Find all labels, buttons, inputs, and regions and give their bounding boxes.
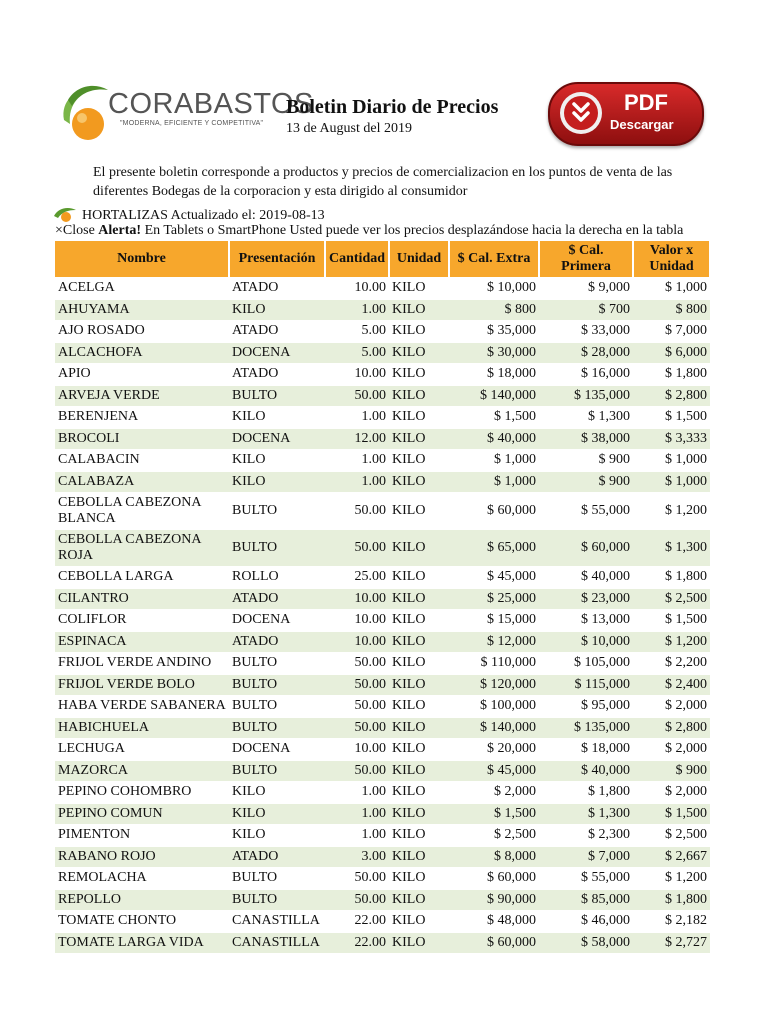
cell-valor-unidad: $ 2,200 bbox=[633, 653, 710, 675]
cell-cal-extra: $ 90,000 bbox=[449, 889, 539, 911]
cell-unidad: KILO bbox=[389, 428, 449, 450]
cell-unidad: KILO bbox=[389, 385, 449, 407]
table-row bbox=[55, 567, 710, 589]
cell-unidad: KILO bbox=[389, 717, 449, 739]
cell-nombre: FRIJOL VERDE BOLO bbox=[55, 674, 229, 696]
cell-valor-unidad: $ 1,300 bbox=[633, 530, 710, 567]
table-row bbox=[55, 364, 710, 386]
cell-cal-extra: $ 15,000 bbox=[449, 610, 539, 632]
cell-cantidad: 22.00 bbox=[325, 932, 389, 953]
cell-presentacion: DOCENA bbox=[229, 610, 325, 632]
cell-cantidad: 50.00 bbox=[325, 493, 389, 530]
report-date: 13 de August del 2019 bbox=[286, 121, 412, 136]
cell-cal-primera: $ 46,000 bbox=[539, 911, 633, 933]
intro-text: El presente boletin corresponde a productos y precios de comercializacion en los puntos de venta de las diferentes Bodegas de la corporacion y esta dirigido al consumidor bbox=[93, 165, 673, 199]
cell-unidad: KILO bbox=[389, 530, 449, 567]
cell-valor-unidad: $ 2,182 bbox=[633, 911, 710, 933]
cell-valor-unidad: $ 2,727 bbox=[633, 932, 710, 953]
cell-nombre: HABA VERDE SABANERA bbox=[55, 696, 229, 718]
table-row bbox=[55, 471, 710, 493]
cell-cal-extra: $ 35,000 bbox=[449, 321, 539, 343]
cell-unidad: KILO bbox=[389, 321, 449, 343]
table-row bbox=[55, 299, 710, 321]
cell-presentacion: BULTO bbox=[229, 760, 325, 782]
cell-cantidad: 50.00 bbox=[325, 653, 389, 675]
cell-cal-primera: $ 900 bbox=[539, 450, 633, 472]
cell-cantidad: 12.00 bbox=[325, 428, 389, 450]
cell-nombre: PEPINO COHOMBRO bbox=[55, 782, 229, 804]
cell-cal-extra: $ 10,000 bbox=[449, 278, 539, 300]
cell-presentacion: CANASTILLA bbox=[229, 911, 325, 933]
cell-presentacion: KILO bbox=[229, 299, 325, 321]
section-name: HORTALIZAS bbox=[82, 208, 168, 223]
cell-cal-extra: $ 18,000 bbox=[449, 364, 539, 386]
table-row bbox=[55, 278, 710, 300]
cell-cantidad: 5.00 bbox=[325, 321, 389, 343]
cell-cal-extra: $ 8,000 bbox=[449, 846, 539, 868]
cell-cal-primera: $ 95,000 bbox=[539, 696, 633, 718]
cell-cal-primera: $ 60,000 bbox=[539, 530, 633, 567]
cell-cal-primera: $ 40,000 bbox=[539, 760, 633, 782]
cell-cal-primera: $ 135,000 bbox=[539, 385, 633, 407]
cell-cantidad: 10.00 bbox=[325, 364, 389, 386]
cell-valor-unidad: $ 1,800 bbox=[633, 364, 710, 386]
cell-cal-extra: $ 60,000 bbox=[449, 932, 539, 953]
col-cantidad: Cantidad bbox=[325, 241, 389, 278]
cell-nombre: AJO ROSADO bbox=[55, 321, 229, 343]
cell-cal-extra: $ 25,000 bbox=[449, 588, 539, 610]
cell-presentacion: DOCENA bbox=[229, 428, 325, 450]
cell-valor-unidad: $ 1,000 bbox=[633, 471, 710, 493]
updated-date: 2019-08-13 bbox=[259, 208, 325, 223]
cell-valor-unidad: $ 1,500 bbox=[633, 803, 710, 825]
cell-cal-extra: $ 140,000 bbox=[449, 385, 539, 407]
cell-cal-primera: $ 18,000 bbox=[539, 739, 633, 761]
table-row bbox=[55, 321, 710, 343]
table-row bbox=[55, 696, 710, 718]
cell-cal-extra: $ 1,500 bbox=[449, 407, 539, 429]
cell-valor-unidad: $ 1,800 bbox=[633, 567, 710, 589]
cell-nombre: PEPINO COMUN bbox=[55, 803, 229, 825]
cell-cantidad: 3.00 bbox=[325, 846, 389, 868]
alert-text: En Tablets o SmartPhone Usted puede ver los precios desplazándose hacia la derecha en la tabla bbox=[144, 223, 684, 238]
cell-unidad: KILO bbox=[389, 911, 449, 933]
cell-presentacion: KILO bbox=[229, 782, 325, 804]
table-row bbox=[55, 610, 710, 632]
price-table bbox=[55, 241, 711, 953]
cell-cantidad: 1.00 bbox=[325, 407, 389, 429]
cell-unidad: KILO bbox=[389, 342, 449, 364]
cell-cantidad: 50.00 bbox=[325, 530, 389, 567]
cell-cal-extra: $ 2,000 bbox=[449, 782, 539, 804]
cell-valor-unidad: $ 2,400 bbox=[633, 674, 710, 696]
cell-valor-unidad: $ 1,200 bbox=[633, 631, 710, 653]
cell-valor-unidad: $ 1,000 bbox=[633, 450, 710, 472]
cell-nombre: ACELGA bbox=[55, 278, 229, 300]
cell-presentacion: DOCENA bbox=[229, 342, 325, 364]
page-title: Boletin Diario de Precios bbox=[286, 96, 499, 118]
table-row bbox=[55, 530, 710, 567]
cell-cantidad: 5.00 bbox=[325, 342, 389, 364]
cell-cantidad: 1.00 bbox=[325, 450, 389, 472]
cell-nombre: MAZORCA bbox=[55, 760, 229, 782]
cell-unidad: KILO bbox=[389, 868, 449, 890]
cell-cantidad: 1.00 bbox=[325, 471, 389, 493]
col-unidad: Unidad bbox=[389, 241, 449, 278]
col-nombre: Nombre bbox=[55, 241, 229, 278]
table-row bbox=[55, 407, 710, 429]
cell-nombre: BERENJENA bbox=[55, 407, 229, 429]
table-row bbox=[55, 588, 710, 610]
cell-cal-extra: $ 100,000 bbox=[449, 696, 539, 718]
cell-presentacion: ATADO bbox=[229, 278, 325, 300]
table-row bbox=[55, 932, 710, 953]
cell-nombre: ESPINACA bbox=[55, 631, 229, 653]
cell-cal-extra: $ 60,000 bbox=[449, 493, 539, 530]
cell-cantidad: 50.00 bbox=[325, 674, 389, 696]
cell-cantidad: 1.00 bbox=[325, 782, 389, 804]
table-row bbox=[55, 846, 710, 868]
cell-valor-unidad: $ 3,333 bbox=[633, 428, 710, 450]
col-cal-extra: $ Cal. Extra bbox=[449, 241, 539, 278]
cell-cantidad: 50.00 bbox=[325, 889, 389, 911]
cell-valor-unidad: $ 7,000 bbox=[633, 321, 710, 343]
cell-valor-unidad: $ 1,500 bbox=[633, 610, 710, 632]
cell-cantidad: 50.00 bbox=[325, 760, 389, 782]
cell-cal-extra: $ 1,000 bbox=[449, 471, 539, 493]
close-alert-button[interactable]: ×Close bbox=[55, 223, 95, 238]
cell-presentacion: BULTO bbox=[229, 385, 325, 407]
cell-nombre: AHUYAMA bbox=[55, 299, 229, 321]
cell-cal-extra: $ 20,000 bbox=[449, 739, 539, 761]
cell-nombre: CEBOLLA LARGA bbox=[55, 567, 229, 589]
table-row bbox=[55, 674, 710, 696]
cell-nombre: APIO bbox=[55, 364, 229, 386]
cell-cantidad: 50.00 bbox=[325, 868, 389, 890]
cell-unidad: KILO bbox=[389, 846, 449, 868]
cell-cal-primera: $ 55,000 bbox=[539, 868, 633, 890]
cell-cal-extra: $ 120,000 bbox=[449, 674, 539, 696]
cell-cantidad: 10.00 bbox=[325, 739, 389, 761]
cell-presentacion: BULTO bbox=[229, 696, 325, 718]
table-row bbox=[55, 450, 710, 472]
cell-unidad: KILO bbox=[389, 825, 449, 847]
cell-cal-primera: $ 23,000 bbox=[539, 588, 633, 610]
cell-cantidad: 25.00 bbox=[325, 567, 389, 589]
cell-cal-primera: $ 1,800 bbox=[539, 782, 633, 804]
col-valor-unidad: Valor x Unidad bbox=[633, 241, 710, 278]
cell-nombre: TOMATE CHONTO bbox=[55, 911, 229, 933]
cell-presentacion: KILO bbox=[229, 450, 325, 472]
cell-cal-extra: $ 40,000 bbox=[449, 428, 539, 450]
cell-cal-extra: $ 30,000 bbox=[449, 342, 539, 364]
cell-valor-unidad: $ 6,000 bbox=[633, 342, 710, 364]
table-row bbox=[55, 782, 710, 804]
cell-cantidad: 10.00 bbox=[325, 278, 389, 300]
cell-valor-unidad: $ 1,000 bbox=[633, 278, 710, 300]
cell-unidad: KILO bbox=[389, 932, 449, 953]
cell-cantidad: 10.00 bbox=[325, 631, 389, 653]
cell-presentacion: BULTO bbox=[229, 530, 325, 567]
cell-cal-extra: $ 65,000 bbox=[449, 530, 539, 567]
cell-nombre: CEBOLLA CABEZONA ROJA bbox=[55, 530, 229, 567]
cell-presentacion: BULTO bbox=[229, 653, 325, 675]
cell-cal-extra: $ 2,500 bbox=[449, 825, 539, 847]
cell-cal-primera: $ 85,000 bbox=[539, 889, 633, 911]
cell-valor-unidad: $ 2,800 bbox=[633, 385, 710, 407]
cell-unidad: KILO bbox=[389, 889, 449, 911]
table-row bbox=[55, 868, 710, 890]
cell-valor-unidad: $ 2,667 bbox=[633, 846, 710, 868]
cell-cal-primera: $ 10,000 bbox=[539, 631, 633, 653]
col-cal-primera: $ Cal. Primera bbox=[539, 241, 633, 278]
cell-cantidad: 50.00 bbox=[325, 696, 389, 718]
cell-valor-unidad: $ 2,800 bbox=[633, 717, 710, 739]
cell-unidad: KILO bbox=[389, 653, 449, 675]
cell-unidad: KILO bbox=[389, 567, 449, 589]
cell-presentacion: CANASTILLA bbox=[229, 932, 325, 953]
cell-nombre: ALCACHOFA bbox=[55, 342, 229, 364]
cell-cal-extra: $ 60,000 bbox=[449, 868, 539, 890]
cell-unidad: KILO bbox=[389, 760, 449, 782]
cell-unidad: KILO bbox=[389, 471, 449, 493]
cell-valor-unidad: $ 2,000 bbox=[633, 782, 710, 804]
cell-nombre: HABICHUELA bbox=[55, 717, 229, 739]
cell-nombre: CEBOLLA CABEZONA BLANCA bbox=[55, 493, 229, 530]
cell-presentacion: KILO bbox=[229, 825, 325, 847]
cell-cal-primera: $ 33,000 bbox=[539, 321, 633, 343]
cell-presentacion: ROLLO bbox=[229, 567, 325, 589]
cell-unidad: KILO bbox=[389, 803, 449, 825]
table-row bbox=[55, 911, 710, 933]
cell-presentacion: KILO bbox=[229, 471, 325, 493]
cell-presentacion: BULTO bbox=[229, 493, 325, 530]
cell-cantidad: 1.00 bbox=[325, 299, 389, 321]
table-row bbox=[55, 342, 710, 364]
cell-cal-primera: $ 28,000 bbox=[539, 342, 633, 364]
cell-unidad: KILO bbox=[389, 782, 449, 804]
cell-valor-unidad: $ 2,000 bbox=[633, 696, 710, 718]
cell-nombre: LECHUGA bbox=[55, 739, 229, 761]
cell-unidad: KILO bbox=[389, 588, 449, 610]
cell-cantidad: 10.00 bbox=[325, 588, 389, 610]
cell-presentacion: DOCENA bbox=[229, 739, 325, 761]
cell-cal-primera: $ 1,300 bbox=[539, 407, 633, 429]
cell-valor-unidad: $ 2,500 bbox=[633, 825, 710, 847]
cell-nombre: PIMENTON bbox=[55, 825, 229, 847]
cell-nombre: FRIJOL VERDE ANDINO bbox=[55, 653, 229, 675]
cell-nombre: COLIFLOR bbox=[55, 610, 229, 632]
cell-cal-primera: $ 40,000 bbox=[539, 567, 633, 589]
cell-nombre: CALABAZA bbox=[55, 471, 229, 493]
cell-valor-unidad: $ 1,800 bbox=[633, 889, 710, 911]
cell-cal-extra: $ 1,000 bbox=[449, 450, 539, 472]
cell-cal-primera: $ 135,000 bbox=[539, 717, 633, 739]
cell-presentacion: ATADO bbox=[229, 631, 325, 653]
cell-presentacion: BULTO bbox=[229, 717, 325, 739]
cell-unidad: KILO bbox=[389, 364, 449, 386]
cell-unidad: KILO bbox=[389, 278, 449, 300]
cell-cal-primera: $ 7,000 bbox=[539, 846, 633, 868]
cell-nombre: CILANTRO bbox=[55, 588, 229, 610]
cell-nombre: REMOLACHA bbox=[55, 868, 229, 890]
cell-cal-extra: $ 110,000 bbox=[449, 653, 539, 675]
cell-cantidad: 50.00 bbox=[325, 385, 389, 407]
cell-valor-unidad: $ 2,500 bbox=[633, 588, 710, 610]
cell-cal-primera: $ 9,000 bbox=[539, 278, 633, 300]
cell-valor-unidad: $ 2,000 bbox=[633, 739, 710, 761]
cell-cantidad: 1.00 bbox=[325, 825, 389, 847]
cell-cal-primera: $ 2,300 bbox=[539, 825, 633, 847]
cell-unidad: KILO bbox=[389, 407, 449, 429]
cell-unidad: KILO bbox=[389, 610, 449, 632]
cell-cal-primera: $ 1,300 bbox=[539, 803, 633, 825]
table-row bbox=[55, 889, 710, 911]
updated-label: Actualizado el: bbox=[170, 208, 256, 223]
col-presentacion: Presentación bbox=[229, 241, 325, 278]
cell-cal-extra: $ 1,500 bbox=[449, 803, 539, 825]
corabastos-logo bbox=[58, 80, 314, 148]
cell-nombre: CALABACIN bbox=[55, 450, 229, 472]
table-row bbox=[55, 631, 710, 653]
cell-valor-unidad: $ 1,200 bbox=[633, 493, 710, 530]
table-row bbox=[55, 428, 710, 450]
pdf-download-button[interactable] bbox=[548, 82, 704, 146]
cell-unidad: KILO bbox=[389, 739, 449, 761]
cell-cal-primera: $ 900 bbox=[539, 471, 633, 493]
table-row bbox=[55, 760, 710, 782]
cell-unidad: KILO bbox=[389, 299, 449, 321]
cell-presentacion: KILO bbox=[229, 407, 325, 429]
cell-cantidad: 10.00 bbox=[325, 610, 389, 632]
cell-nombre: BROCOLI bbox=[55, 428, 229, 450]
cell-cal-extra: $ 140,000 bbox=[449, 717, 539, 739]
cell-unidad: KILO bbox=[389, 493, 449, 530]
table-header-row bbox=[55, 241, 710, 278]
cell-valor-unidad: $ 800 bbox=[633, 299, 710, 321]
cell-cal-primera: $ 115,000 bbox=[539, 674, 633, 696]
logo-tagline: "MODERNA, EFICIENTE Y COMPETITIVA" bbox=[120, 120, 264, 127]
cell-presentacion: BULTO bbox=[229, 868, 325, 890]
cell-valor-unidad: $ 1,500 bbox=[633, 407, 710, 429]
cell-nombre: REPOLLO bbox=[55, 889, 229, 911]
cell-cal-extra: $ 45,000 bbox=[449, 567, 539, 589]
cell-valor-unidad: $ 900 bbox=[633, 760, 710, 782]
cell-cal-primera: $ 105,000 bbox=[539, 653, 633, 675]
table-row bbox=[55, 739, 710, 761]
cell-presentacion: BULTO bbox=[229, 889, 325, 911]
cell-cantidad: 1.00 bbox=[325, 803, 389, 825]
download-arrow-icon bbox=[560, 92, 602, 134]
cell-presentacion: ATADO bbox=[229, 321, 325, 343]
table-row bbox=[55, 653, 710, 675]
cell-presentacion: ATADO bbox=[229, 364, 325, 386]
cell-unidad: KILO bbox=[389, 696, 449, 718]
table-row bbox=[55, 493, 710, 530]
alert-strong: Alerta! bbox=[98, 223, 142, 238]
cell-presentacion: KILO bbox=[229, 803, 325, 825]
download-label: Descargar bbox=[610, 117, 674, 132]
cell-cantidad: 22.00 bbox=[325, 911, 389, 933]
alert-banner bbox=[55, 223, 683, 239]
cell-cal-primera: $ 38,000 bbox=[539, 428, 633, 450]
table-row bbox=[55, 803, 710, 825]
cell-cal-primera: $ 58,000 bbox=[539, 932, 633, 953]
cell-unidad: KILO bbox=[389, 631, 449, 653]
cell-presentacion: BULTO bbox=[229, 674, 325, 696]
cell-presentacion: ATADO bbox=[229, 588, 325, 610]
table-row bbox=[55, 825, 710, 847]
cell-cal-extra: $ 12,000 bbox=[449, 631, 539, 653]
cell-cal-primera: $ 55,000 bbox=[539, 493, 633, 530]
table-row bbox=[55, 385, 710, 407]
cell-nombre: ARVEJA VERDE bbox=[55, 385, 229, 407]
logo-wordmark: CORABASTOS bbox=[108, 88, 314, 120]
cell-cal-primera: $ 13,000 bbox=[539, 610, 633, 632]
cell-valor-unidad: $ 1,200 bbox=[633, 868, 710, 890]
cell-nombre: RABANO ROJO bbox=[55, 846, 229, 868]
cell-cal-primera: $ 16,000 bbox=[539, 364, 633, 386]
cell-unidad: KILO bbox=[389, 674, 449, 696]
table-row bbox=[55, 717, 710, 739]
cell-presentacion: ATADO bbox=[229, 846, 325, 868]
cell-cal-extra: $ 48,000 bbox=[449, 911, 539, 933]
cell-unidad: KILO bbox=[389, 450, 449, 472]
cell-cal-extra: $ 800 bbox=[449, 299, 539, 321]
pdf-label: PDF bbox=[624, 90, 668, 115]
cell-cantidad: 50.00 bbox=[325, 717, 389, 739]
cell-cal-primera: $ 700 bbox=[539, 299, 633, 321]
cell-nombre: TOMATE LARGA VIDA bbox=[55, 932, 229, 953]
cell-cal-extra: $ 45,000 bbox=[449, 760, 539, 782]
